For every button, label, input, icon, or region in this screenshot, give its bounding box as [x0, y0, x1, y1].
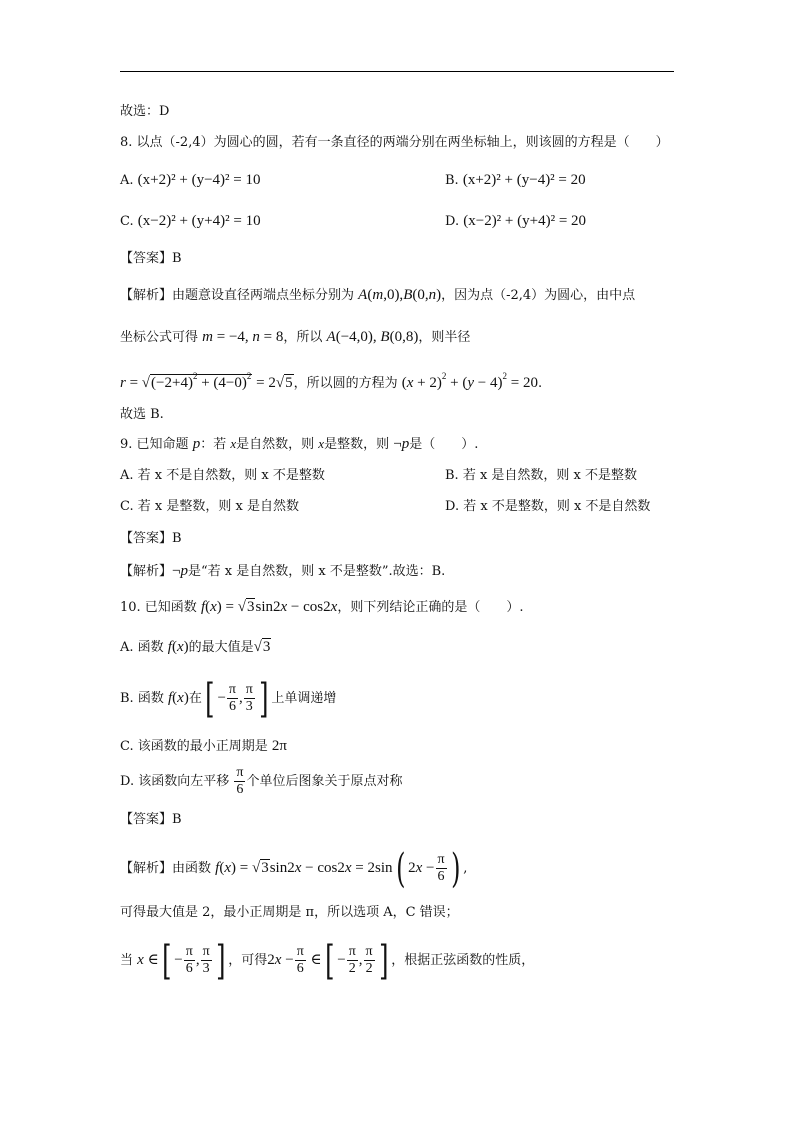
math-var: p	[192, 436, 201, 452]
math-var: x	[137, 952, 144, 968]
math-var: x	[230, 436, 237, 451]
analysis-text: 由函数	[172, 861, 212, 876]
answer-tag: 【答案】	[120, 251, 173, 266]
stem-text: ：若	[200, 437, 227, 452]
math-expr: $r = √(-2+4)^2 + (4-0)^2 = 2√5$	[120, 371, 293, 391]
answer-tag: 【答案】	[120, 531, 173, 546]
stem-text: 是（ ）.	[409, 437, 479, 452]
q8-option-a-text: (x+2)² + (y−4)² = 10	[137, 172, 261, 188]
analysis-text: 由题意设直径两端点坐标分别为	[172, 288, 355, 303]
option-text: 上单调递增	[271, 691, 337, 706]
q8-analysis-line-1	[120, 285, 635, 306]
q9-option-d: D. 若 x 不是整数，则 x 不是自然数	[445, 499, 651, 514]
q10-stem	[120, 597, 523, 618]
math-expr: ¬p	[172, 563, 188, 579]
math-expr: 2x −	[267, 952, 294, 968]
analysis-text: 当	[120, 953, 134, 968]
q10-analysis-line-2: 可得最大值是 2，最小正周期是 π，所以选项 A，C 错误；	[120, 905, 459, 920]
analysis-tag: 【解析】	[120, 861, 173, 876]
math-expr: A(−4,0), B(0,8)	[326, 329, 419, 345]
q10-option-d	[120, 760, 402, 804]
left-paren: (	[395, 845, 405, 892]
analysis-text: 是“若 x 是自然数，则 x 不是整数”.故选：B.	[187, 564, 446, 579]
analysis-text: ，所以圆的方程为	[293, 376, 398, 391]
q8-answer	[120, 249, 182, 269]
q9-stem	[120, 434, 478, 455]
math-expr: f(x)	[167, 690, 189, 706]
math-expr: ,	[195, 952, 200, 968]
answer-value: B	[172, 531, 182, 546]
analysis-text: ，因为点（-2,4）为圆心，由中点	[441, 288, 636, 303]
q8-analysis-line-2	[120, 327, 470, 348]
fraction: $\frac{\pi}{2}$	[348, 944, 356, 976]
q9-option-c: C. 若 x 是整数，则 x 是自然数	[120, 499, 299, 514]
fraction: $\frac{\pi}{3}$	[245, 682, 253, 714]
analysis-tag: 【解析】	[120, 288, 173, 303]
math-expr: −	[217, 690, 226, 706]
q9-option-b: B. 若 x 是自然数，则 x 不是整数	[445, 468, 638, 483]
stem-text: 9. 已知命题	[120, 437, 189, 452]
q8-stem: 8. 以点（-2,4）为圆心的圆，若有一条直径的两端分别在两坐标轴上，则该圆的方程是（ ）	[120, 135, 669, 150]
q8-analysis-line-3	[120, 366, 542, 394]
math-expr: 2π	[271, 738, 287, 754]
math-expr: f(x) = √3sin2x − cos2x	[200, 599, 338, 615]
math-expr: f(x)	[167, 639, 189, 655]
math-expr: √3	[253, 639, 271, 655]
math-expr: −	[337, 952, 346, 968]
q8-option-b-text: (x+2)² + (y−4)² = 20	[462, 172, 586, 188]
math-var: x	[318, 436, 325, 451]
q8-option-c-text: (x−2)² + (y+4)² = 10	[137, 213, 261, 229]
stem-text: 是整数，则	[324, 437, 390, 452]
stem-text: 10. 已知函数	[120, 600, 197, 615]
q8-option-d-text: (x−2)² + (y+4)² = 20	[463, 213, 587, 229]
q8-option-c	[120, 211, 261, 232]
q8-option-c-label: C.	[120, 214, 134, 229]
option-text: A. 函数	[120, 640, 164, 655]
math-expr: ∈	[306, 952, 322, 968]
right-bracket: ]	[258, 675, 269, 722]
stem-text: 是自然数，则	[236, 437, 315, 452]
math-expr: $(x + 2)^2 + (y - 4)^2 = 20$	[401, 371, 538, 391]
q10-option-a	[120, 637, 271, 658]
answer-value: B	[172, 251, 182, 266]
analysis-text: ，可得	[228, 953, 268, 968]
analysis-tag: 【解析】	[120, 564, 173, 579]
answer-value: B	[172, 812, 182, 827]
prev-answer-line: 故选：D	[120, 104, 170, 119]
analysis-text: ，所以	[283, 330, 323, 345]
stem-text: ，则下列结论正确的是（ ）.	[337, 600, 524, 615]
math-expr: m = −4, n = 8	[202, 329, 284, 345]
math-expr: −	[174, 952, 183, 968]
q9-analysis	[120, 561, 445, 582]
analysis-text: .	[537, 376, 543, 391]
option-text: 在	[188, 691, 202, 706]
q10-answer	[120, 810, 182, 830]
option-text: C. 该函数的最小正周期是	[120, 739, 268, 754]
fraction: $\frac{\pi}{6}$	[185, 944, 193, 976]
q8-conclusion: 故选 B.	[120, 407, 164, 422]
fraction: $\frac{\pi}{2}$	[365, 944, 373, 976]
q10-analysis-line-1	[120, 846, 467, 891]
analysis-text: ,	[463, 861, 468, 876]
analysis-text: ，则半径	[418, 330, 471, 345]
math-expr: ,	[238, 690, 243, 706]
math-expr: ,	[358, 952, 363, 968]
q8-option-a	[120, 170, 260, 191]
answer-tag: 【答案】	[120, 812, 173, 827]
right-paren: )	[450, 845, 461, 892]
q8-option-b	[445, 170, 586, 191]
right-bracket: ]	[215, 937, 226, 984]
fraction: $\frac{\pi}{6}$	[228, 682, 236, 714]
math-expr: ∈	[143, 952, 159, 968]
option-text: B. 函数	[120, 691, 164, 706]
option-text: 个单位后图象关于原点对称	[246, 774, 403, 789]
q9-answer	[120, 529, 182, 549]
math-expr: ¬p	[393, 436, 410, 452]
fraction: $\frac{\pi}{6}$	[236, 765, 244, 797]
q10-option-c	[120, 736, 287, 757]
analysis-text: ，根据正弦函数的性质，	[391, 953, 535, 968]
math-expr: f(x) = √3sin2x − cos2x = 2sin	[215, 860, 393, 876]
q8-option-d	[445, 211, 586, 232]
fraction: $\frac{\pi}{3}$	[202, 944, 210, 976]
analysis-text: 坐标公式可得	[120, 330, 199, 345]
q8-option-d-label: D.	[445, 214, 460, 229]
q10-analysis-line-3	[120, 938, 534, 983]
fraction: $\frac{\pi}{6}$	[437, 852, 445, 884]
fraction: $\frac{\pi}{6}$	[296, 944, 304, 976]
q9-option-a: A. 若 x 不是自然数，则 x 不是整数	[120, 468, 325, 483]
math-expr: A(m,0),B(0,n)	[358, 287, 442, 303]
left-bracket: [	[161, 937, 172, 984]
header-rule	[120, 71, 674, 72]
left-bracket: [	[204, 675, 215, 722]
right-bracket: ]	[378, 937, 389, 984]
left-bracket: [	[324, 937, 335, 984]
option-text: D. 该函数向左平移	[120, 774, 230, 789]
math-expr: 2x −	[408, 860, 435, 876]
option-text: 的最大值是	[188, 640, 254, 655]
q8-option-b-label: B.	[445, 173, 459, 188]
q10-option-b	[120, 676, 336, 721]
q8-option-a-label: A.	[120, 173, 134, 188]
